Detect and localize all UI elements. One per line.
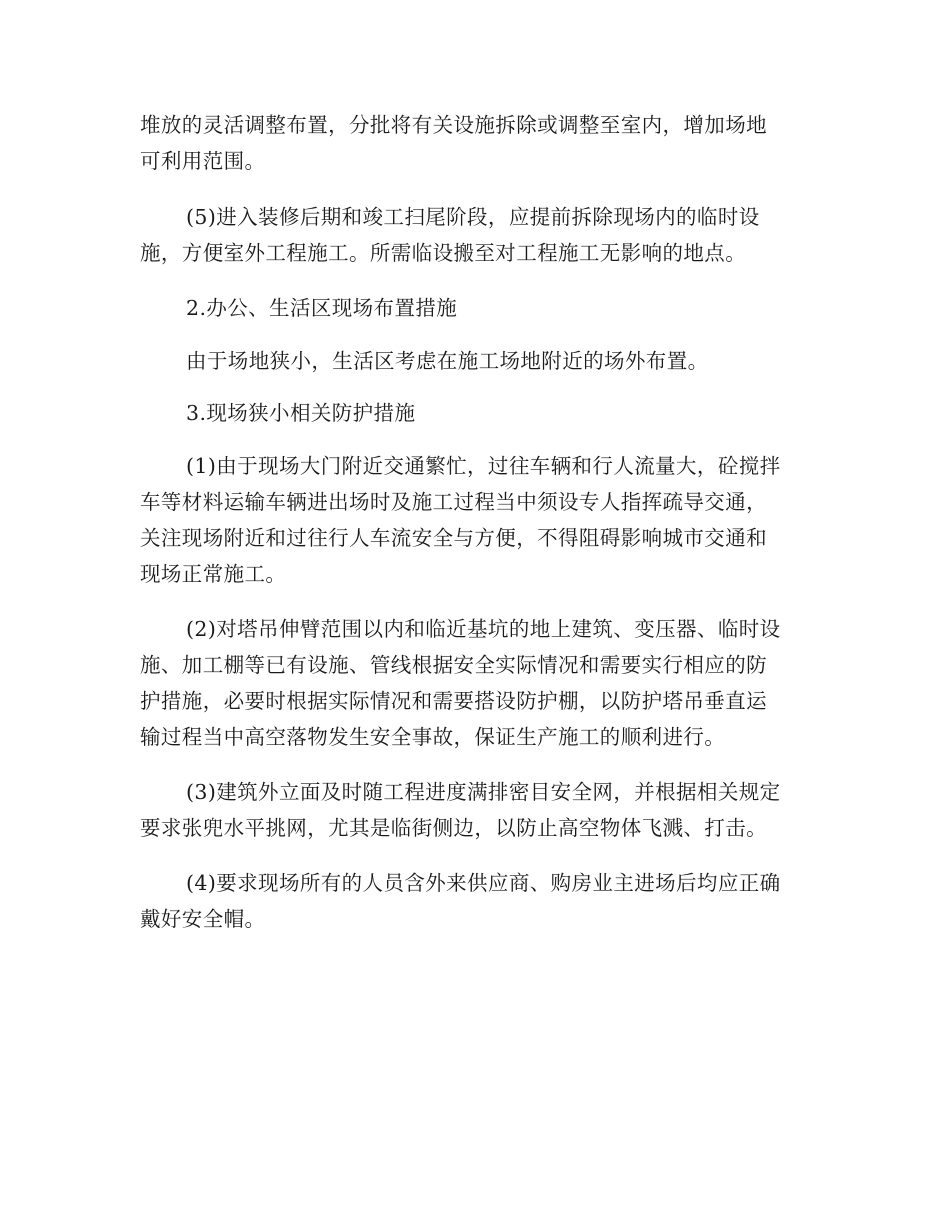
text-line: 由于场地狭小，生活区考虑在施工场地附近的场外布置。	[186, 349, 709, 373]
text-line: (2)对塔吊伸臂范围以内和临近基坑的地上建筑、变压器、临时设	[186, 617, 781, 641]
text-line: (3)建筑外立面及时随工程进度满排密目安全网，并根据相关规定	[186, 780, 781, 804]
paragraph-continuation	[140, 107, 810, 179]
paragraph-item-1	[140, 448, 810, 592]
text-line: (1)由于现场大门附近交通繁忙，过往车辆和行人流量大，砼搅拌	[186, 454, 781, 478]
paragraph-item-2	[140, 611, 810, 755]
text-line: 3.现场狭小相关防护措施	[186, 401, 416, 425]
text-line: 戴好安全帽。	[140, 907, 266, 931]
text-line: 关注现场附近和过往行人车流安全与方便，不得阻碍影响城市交通和	[140, 526, 767, 550]
section-heading-2	[140, 290, 810, 326]
paragraph-item-3	[140, 774, 810, 846]
text-line: (4)要求现场所有的人员含外来供应商、购房业主进场后均应正确	[186, 871, 781, 895]
text-line: 输过程当中高空落物发生安全事故，保证生产施工的顺利进行。	[140, 725, 726, 749]
text-line: 施、加工棚等已有设施、管线根据安全实际情况和需要实行相应的防	[140, 653, 767, 677]
text-line: 施，方便室外工程施工。所需临设搬至对工程施工无影响的地点。	[140, 241, 747, 265]
text-line: 堆放的灵活调整布置，分批将有关设施拆除或调整至室内，增加场地	[140, 113, 767, 137]
text-line: 2.办公、生活区现场布置措施	[186, 296, 458, 320]
text-line: 护措施，必要时根据实际情况和需要搭设防护棚，以防护塔吊垂直运	[140, 689, 767, 713]
text-line: 现场正常施工。	[140, 562, 287, 586]
text-line: 可利用范围。	[140, 149, 266, 173]
paragraph-item-5	[140, 199, 810, 271]
text-line: (5)进入装修后期和竣工扫尾阶段，应提前拆除现场内的临时设	[186, 205, 760, 229]
text-line: 要求张兜水平挑网，尤其是临街侧边，以防止高空物体飞溅、打击。	[140, 816, 767, 840]
text-line: 车等材料运输车辆进出场时及施工过程当中须设专人指挥疏导交通，	[140, 490, 767, 514]
paragraph-item-4	[140, 865, 810, 937]
section-heading-3	[140, 395, 810, 431]
paragraph-living-area	[140, 343, 810, 379]
